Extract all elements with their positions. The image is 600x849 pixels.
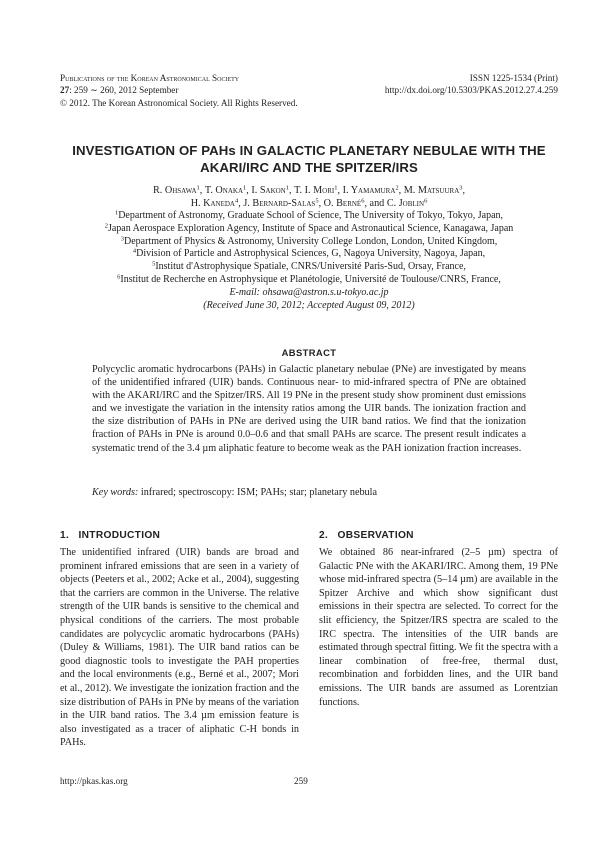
affiliation: $^5$Institut d'Astrophysique Spatiale, CNRS/Université Paris-Sud, Orsay, France, bbox=[152, 260, 466, 273]
issn: ISSN 1225-1534 (Print) bbox=[469, 73, 558, 83]
keywords-label: Key words: bbox=[92, 487, 139, 498]
title-line-1: INVESTIGATION OF PAHs IN GALACTIC PLANETARY NEBULAE WITH THE bbox=[72, 143, 546, 158]
author: H. Kaneda$^4$, bbox=[190, 197, 244, 210]
affiliation: $^2$Japan Aerospace Exploration Agency, Institute of Space and Astronautical Science, Kanagawa, Japan bbox=[104, 222, 514, 234]
author: I. Yamamura$^2$, bbox=[342, 184, 404, 196]
affiliation: $^4$Division of Particle and Astrophysical Sciences, G, Nagoya University, Nagoya, Japan, bbox=[132, 247, 486, 260]
affiliation: $^6$Institut de Recherche en Astrophysique et Planétologie, Université de Toulouse/CNRS, France, bbox=[117, 273, 501, 285]
author: R. Ohsawa$^1$, bbox=[152, 184, 205, 196]
section-heading-introduction: 1. INTRODUCTION bbox=[60, 530, 161, 541]
keywords-text: infrared; spectroscopy: ISM; PAHs; star; planetary nebula bbox=[140, 487, 378, 498]
introduction-text: The unidentified infrared (UIR) bands are broad and prominent infrared emissions that are seen in a variety of objects (Peeters et al., 2002; Acke et al., 2004), suggesting that the carriers are common in the Universe. The relative strength of the UIR bands is sensitive to the chemical and physical conditions of the carriers. The most probable candidates are polycyclic aromatic hydrocarbons (PAHs) (Duley & Williams, 1981). The UIR band ratios can be good diagnostic tools to investigate the PAH properties and the local environments (e.g., Berné et al., 2007; Mori et al., 2012). We investigate the ionization fraction and the size distribution of PAHs in PNe by means of the variation in the UIR band ratios. The 3.4 µm emission feature is also investigated as a tracer of aliphatic C-H bonds in PAHs. bbox=[60, 547, 300, 749]
affiliation-list bbox=[60, 210, 558, 312]
pages-date: : 259 ∼ 260, 2012 September bbox=[69, 85, 179, 96]
author-line-1 bbox=[60, 184, 558, 197]
keywords bbox=[92, 486, 526, 499]
doi-link[interactable]: http://dx.doi.org/10.5303/PKAS.2012.27.4.259 bbox=[384, 85, 558, 96]
affiliation: $^1$Department of Astronomy, Graduate School of Science, The University of Tokyo, Tokyo, Japan, bbox=[114, 209, 504, 221]
volume-number: 27 bbox=[60, 85, 70, 96]
issn-block bbox=[298, 72, 558, 97]
abstract-text: Polycyclic aromatic hydrocarbons (PAHs) in Galactic planetary nebulae (PNe) are investigated by means of the unidentified infrared (UIR) bands. Continuous near- to mid-infrared spectra of PNe are obtained with the AKARI/IRC and the Spitzer/IRS. All 19 PNe in the present study show prominent dust emissions and we investigate the variation in the intensity ratios among the UIR bands. The ionization fraction and the size distribution of PAHs in PNe are derived using the UIR band ratios. We find that the ionization fraction of PAHs in PNe is around 0.0–0.6 and that small PAHs are scarce. The present result indicates a systematic trend of the 3.4 µm aliphatic feature to become weak as the PAH ionization fraction increases. bbox=[92, 364, 526, 454]
affiliation: $^3$Department of Physics & Astronomy, University College London, London, United Kingdom, bbox=[120, 235, 498, 247]
author-line-2 bbox=[60, 197, 558, 210]
observation-text: We obtained 86 near-infrared (2–5 µm) spectra of Galactic PNe with the AKARI/IRC. Among them, 19 PNe whose mid-infrared spectra (5–14 µm) are available in the Spitzer Archive and which show significant dust emissions in their spectra are selected. To correct for the slit efficiency, the Spitzer/IRS spectra are scaled to the IRC spectra. The intensities of the UIR bands are estimated through spectral fitting. We fit the spectra with a linear combination of free-free, thermal dust, recombination and forbidden lines, and the UIR band emissions. The UIR bands are assumed as Lorentzian functions. bbox=[319, 547, 558, 708]
title-line-2: AKARI/IRC AND THE SPITZER/IRS bbox=[200, 159, 418, 175]
author: J. Bernard-Salas$^5$, bbox=[243, 197, 324, 210]
author: O. Berné$^6$, and bbox=[323, 197, 387, 210]
author: C. Joblin$^6$ bbox=[386, 197, 428, 210]
author: T. I. Mori$^1$, bbox=[294, 184, 343, 196]
email[interactable]: E-mail: ohsawa@astron.s.u-tokyo.ac.jp bbox=[229, 286, 389, 298]
journal-name: Publications of the Korean Astronomical Society bbox=[60, 73, 240, 83]
author-list bbox=[60, 184, 558, 210]
section-heading-observation: 2. OBSERVATION bbox=[319, 530, 414, 541]
author: I. Sakon$^1$, bbox=[251, 184, 295, 196]
author: M. Matsuura$^3$, bbox=[403, 184, 466, 196]
copyright-notice: © 2012. The Korean Astronomical Society. All Rights Reserved. bbox=[60, 97, 298, 108]
footer-url[interactable]: http://pkas.kas.org bbox=[60, 776, 128, 786]
author: T. Onaka$^1$, bbox=[204, 184, 252, 196]
received-date: (Received June 30, 2012; Accepted August 09, 2012) bbox=[203, 299, 415, 311]
page-number: 259 bbox=[294, 776, 308, 786]
paper-title bbox=[60, 143, 558, 176]
abstract-heading: ABSTRACT bbox=[281, 347, 337, 358]
